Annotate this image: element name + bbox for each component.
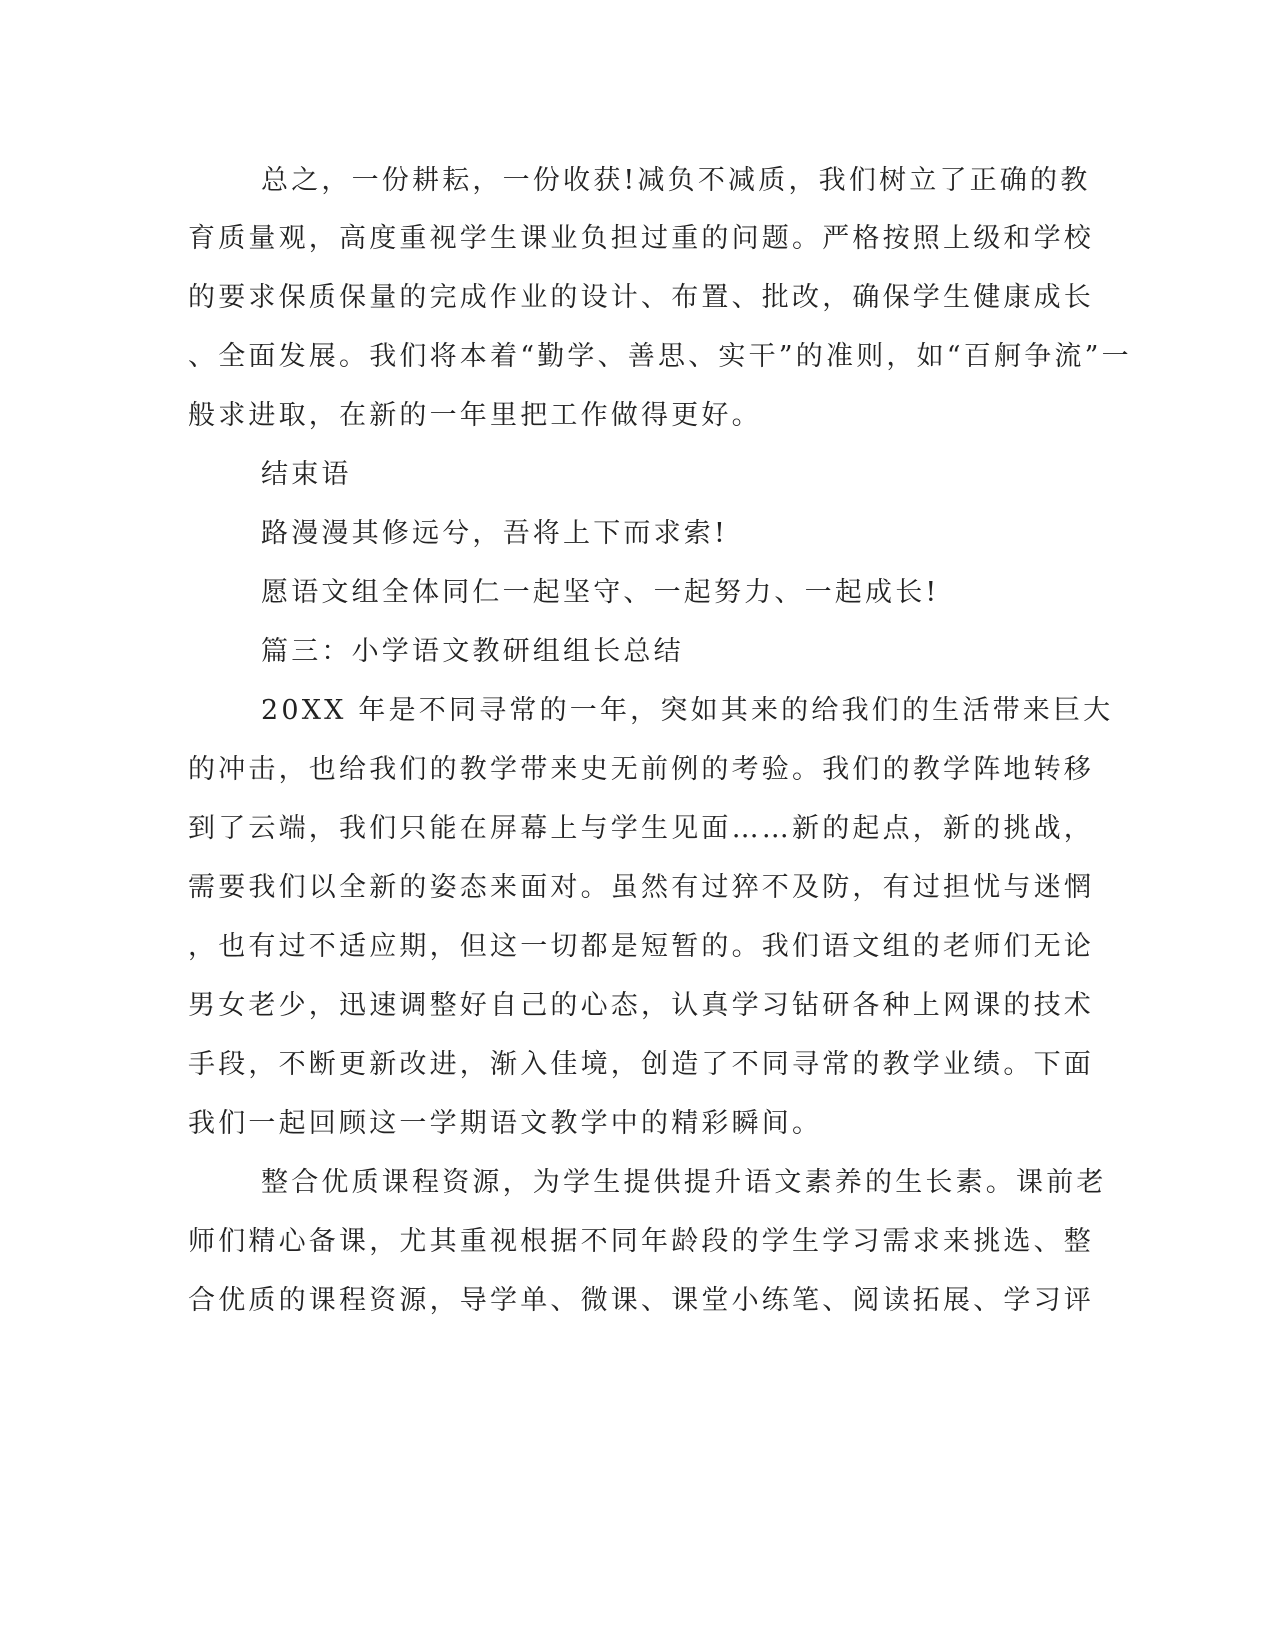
paragraph-line: 愿语文组全体同仁一起坚守、一起努力、一起成长!: [261, 577, 940, 608]
paragraph-line: 育质量观，高度重视学生课业负担过重的问题。严格按照上级和学校: [188, 223, 1094, 254]
paragraph-line: 总之，一份耕耘，一份收获!减负不减质，我们树立了正确的教: [261, 165, 1091, 196]
paragraph-line: 合优质的课程资源，导学单、微课、课堂小练笔、阅读拓展、学习评: [188, 1285, 1094, 1316]
section-heading: 结束语: [261, 459, 352, 490]
paragraph-line: 20XX 年是不同寻常的一年，突如其来的给我们的生活带来巨大: [261, 695, 1114, 726]
paragraph-line: 路漫漫其修远兮，吾将上下而求索!: [261, 518, 729, 549]
paragraph-line: 、全面发展。我们将本着“勤学、善思、实干”的准则，如“百舸争流”一: [188, 341, 1132, 372]
paragraph-line: 的要求保质保量的完成作业的设计、布置、批改，确保学生健康成长: [188, 282, 1094, 313]
section-heading: 篇三：小学语文教研组组长总结: [261, 636, 684, 667]
paragraph-line: 师们精心备课，尤其重视根据不同年龄段的学生学习需求来挑选、整: [188, 1226, 1094, 1257]
paragraph-line: 到了云端，我们只能在屏幕上与学生见面……新的起点，新的挑战，: [188, 813, 1094, 844]
paragraph-line: 的冲击，也给我们的教学带来史无前例的考验。我们的教学阵地转移: [188, 754, 1094, 785]
paragraph-line: 整合优质课程资源，为学生提供提升语文素养的生长素。课前老: [261, 1167, 1107, 1198]
paragraph-line: 我们一起回顾这一学期语文教学中的精彩瞬间。: [188, 1108, 823, 1139]
paragraph-line: 男女老少，迅速调整好自己的心态，认真学习钻研各种上网课的技术: [188, 990, 1094, 1021]
paragraph-line: ，也有过不适应期，但这一切都是短暂的。我们语文组的老师们无论: [188, 931, 1094, 962]
paragraph-line: 手段，不断更新改进，渐入佳境，创造了不同寻常的教学业绩。下面: [188, 1049, 1094, 1080]
paragraph-line: 般求进取，在新的一年里把工作做得更好。: [188, 400, 762, 431]
paragraph-line: 需要我们以全新的姿态来面对。虽然有过猝不及防，有过担忧与迷惘: [188, 872, 1094, 903]
